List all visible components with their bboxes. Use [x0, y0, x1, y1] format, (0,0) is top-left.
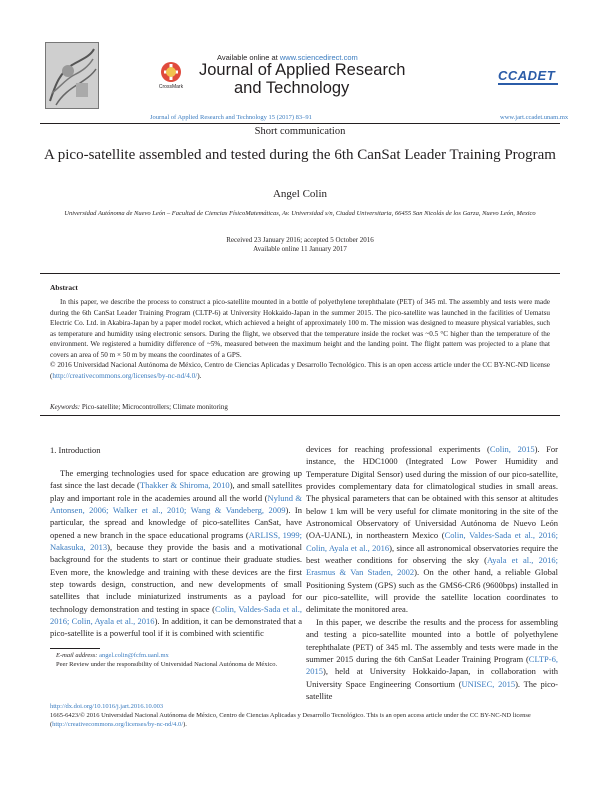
received-date: Received 23 January 2016; accepted 5 October 2016: [226, 236, 374, 244]
intro-paragraph-1: [50, 467, 302, 640]
abstract-license: [50, 360, 550, 381]
intro-text-12: ). The pico-satellite: [306, 678, 558, 701]
available-online-date: Available online 11 January 2017: [253, 245, 347, 253]
issn-text: 1665-6423/© 2016 Universidad Nacional Autónoma de México, Centro de Ciencias Aplicadas y Desarrollo Tecnológico. This is an open access article under the CC BY-NC-ND license (: [50, 712, 531, 728]
paper-title: A pico-satellite assembled and tested during the 6th CanSat Leader Training Program: [44, 147, 556, 163]
publisher-logo: [45, 42, 99, 109]
keywords-label: Keywords:: [50, 403, 81, 411]
citation-link[interactable]: Thakker & Shiroma, 2010: [139, 480, 230, 491]
citation-link[interactable]: Colin, Valdes-Sada et al., 2016; Colin, Ayala et al., 2016: [50, 603, 302, 627]
intro-text-7: ). For instance, the HDC1000 (Integrated Low Power Humidity and Temperature Digital Sensor) used during the mission of our pico-satellite, provides complementary data for climatological studies in small areas. The physical parameters that can be obtained with this sensor at altitudes below 1 km will be very useful for climate monitoring in the site of the Astronomical Observatory of Universidad Autónoma de Nuevo León (OA-UANL), in northeastern Mexico (: [306, 444, 559, 541]
peer-review-note: Peer Review under the responsibility of Universidad Nacional Autónoma de México.: [56, 660, 278, 668]
citation-link[interactable]: UNISEC, 2015: [461, 678, 516, 689]
abstract-top-rule: [40, 273, 560, 274]
section-heading-introduction: 1. Introduction: [50, 445, 101, 455]
email-label: E-mail address:: [56, 652, 100, 659]
bottom-publication-info: [50, 702, 560, 729]
intro-text-6: devices for reaching professional experiments (: [306, 444, 490, 454]
bottom-license-link[interactable]: http://creativecommons.org/licenses/by-nc-nd/4.0/: [52, 721, 184, 728]
author-affiliation: Universidad Autónoma de Nuevo León – Facultad de Ciencias FísicoMatemáticas, Av. Universidad s/n, Ciudad Universitaria, 66455 San Nicolás de los Garza, Nuevo León, Mexico: [64, 210, 536, 217]
intro-left-column: [50, 467, 302, 640]
journal-title: [199, 61, 405, 97]
bottom-license-close: ).: [183, 721, 187, 728]
crossmark-icon: [158, 60, 184, 90]
intro-paragraph-2: [306, 616, 558, 702]
intro-text-10: In this paper, we describe the results and the process for assembling and testing a pico-satellite mounted into a bottle of polyethylene terephthalate (PET) of 345 ml. The assembly and tests were made in the summer 2015 during the 6th CanSat Leader Training Program (: [306, 616, 558, 664]
author-name: Angel Colin: [272, 188, 328, 200]
intro-text-4: ), because they provide the basis and a motivational background for the students to start or continue their graduate studies. Even more, the knowledge and training with these devices are the first step towards design, construction, and new developments of small satellites that include miniaturized instruments as a payload for technology demonstration and testing in space (: [50, 542, 302, 614]
abstract-heading: Abstract: [50, 283, 78, 292]
email-line: [56, 652, 301, 661]
doi-link[interactable]: http://dx.doi.org/10.1016/j.jart.2016.10.003: [50, 703, 164, 710]
crossmark-logo[interactable]: [158, 60, 184, 90]
email-link[interactable]: angel.colin@fcfm.uanl.mx: [99, 652, 169, 659]
citation-link[interactable]: CLTP-6, 2015: [306, 653, 558, 677]
citation-link[interactable]: Ayala et al., 2016; Erasmus & Van Staden, 2002: [306, 555, 558, 578]
publisher-emblem-icon: [46, 43, 98, 108]
available-prefix: Available online at: [217, 53, 280, 62]
intro-text-1: The emerging technologies used for space education are growing up fast since the last decade (: [50, 468, 302, 491]
intro-right-column: [306, 443, 558, 702]
abstract-license-link[interactable]: http://creativecommons.org/licenses/by-nc-nd/4.0/: [52, 371, 198, 380]
sciencedirect-link[interactable]: www.sciencedirect.com: [279, 53, 358, 62]
abstract-body: [50, 297, 550, 381]
intro-text-3: ). In particular, the spread and knowledge of pico-satellites CanSat, have opened a new branch in the space educational programs (: [50, 505, 302, 540]
intro-text-9: ). On the other hand, a reliable Global Positioning System (GPS) such as the GMS6-CR6 (9600bps) installed in our pico-satellite, will provide the satellite location coordinates to delimitate the monitored area.: [306, 567, 558, 615]
journal-citation[interactable]: Journal of Applied Research and Technology 15 (2017) 83–91: [150, 114, 312, 121]
intro-text-2: ), and small satellites play and important role in the academies around all the world (: [50, 480, 302, 503]
article-type: Short communication: [254, 126, 346, 137]
footnote-rule: [50, 648, 100, 649]
article-dates: [0, 236, 600, 254]
intro-text-5: ). In addition, it can be demonstrated that a pico-satellite is a powerful tool if it is combined with scientific: [50, 616, 302, 639]
citation-link[interactable]: Colin, 2015: [489, 444, 535, 454]
citation-link[interactable]: Colin, Valdes-Sada et al., 2016; Colin, Ayala et al., 2016: [306, 530, 558, 553]
abstract-bottom-rule: [40, 415, 560, 416]
keywords-text: Pico-satellite; Microcontrollers; Climate monitoring: [81, 403, 228, 411]
citation-link[interactable]: ARLISS, 1999; Nakasuka, 2013: [50, 529, 302, 553]
abstract-license-text: © 2016 Universidad Nacional Autónoma de México, Centro de Ciencias Aplicadas y Desarrollo Tecnológico. This is an open access article under the CC BY-NC-ND license (: [50, 361, 550, 380]
issn-license: [50, 711, 560, 729]
svg-text:CrossMark: CrossMark: [158, 84, 184, 90]
journal-title-line1: Journal of Applied Research: [199, 61, 406, 79]
intro-paragraph-1-cont: [306, 443, 558, 616]
intro-text-11: ), held at University Hokkaido-Japan, in collaboration with University Space Engineering Consortium (: [306, 666, 558, 689]
abstract-license-close: ).: [197, 371, 202, 380]
footnote: [56, 652, 301, 669]
keywords: [50, 403, 228, 411]
header-divider: [40, 123, 560, 124]
journal-title-line2: and Technology: [234, 79, 350, 97]
abstract-text: In this paper, we describe the process to construct a pico-satellite mounted in a bottle of polyethylene terephthalate (PET) of 345 ml. The assembly and tests were made during the 6th CanSat Leader Training Program (CLTP-6) at University Hokkaido-Japan in the summer 2015. The pico-satellite was launched in the facilities of Uematsu Electric Co. Ltd. in Akabira-Japan by a paper model rocket, which achieved a height of approximately 100 m. The mission was designed to measure physical variables, such as temperature and humidity using electronic sensors. During the flight, we observed that the temperature inside the rocket was ~0.5 °C higher than the temperature of the environment. We registered a humidity difference of ~5%, measured between the maximum height and the landing point. The flight pattern was projected to a plane that covers an area of 50 m × 50 m by means the coordinates of a GPS.: [50, 298, 550, 359]
journal-url[interactable]: www.jart.ccadet.unam.mx: [500, 114, 569, 121]
citation-link[interactable]: Nylund & Antonsen, 2006; Walker et al., 2010; Wang & Vandeberg, 2009: [50, 492, 302, 516]
intro-text-8: ), since all astronomical observatories require the best weather conditions for observing the sky (: [306, 542, 558, 566]
ccadet-logo: CCADET: [498, 68, 556, 83]
ccadet-underline-icon: [498, 82, 558, 87]
